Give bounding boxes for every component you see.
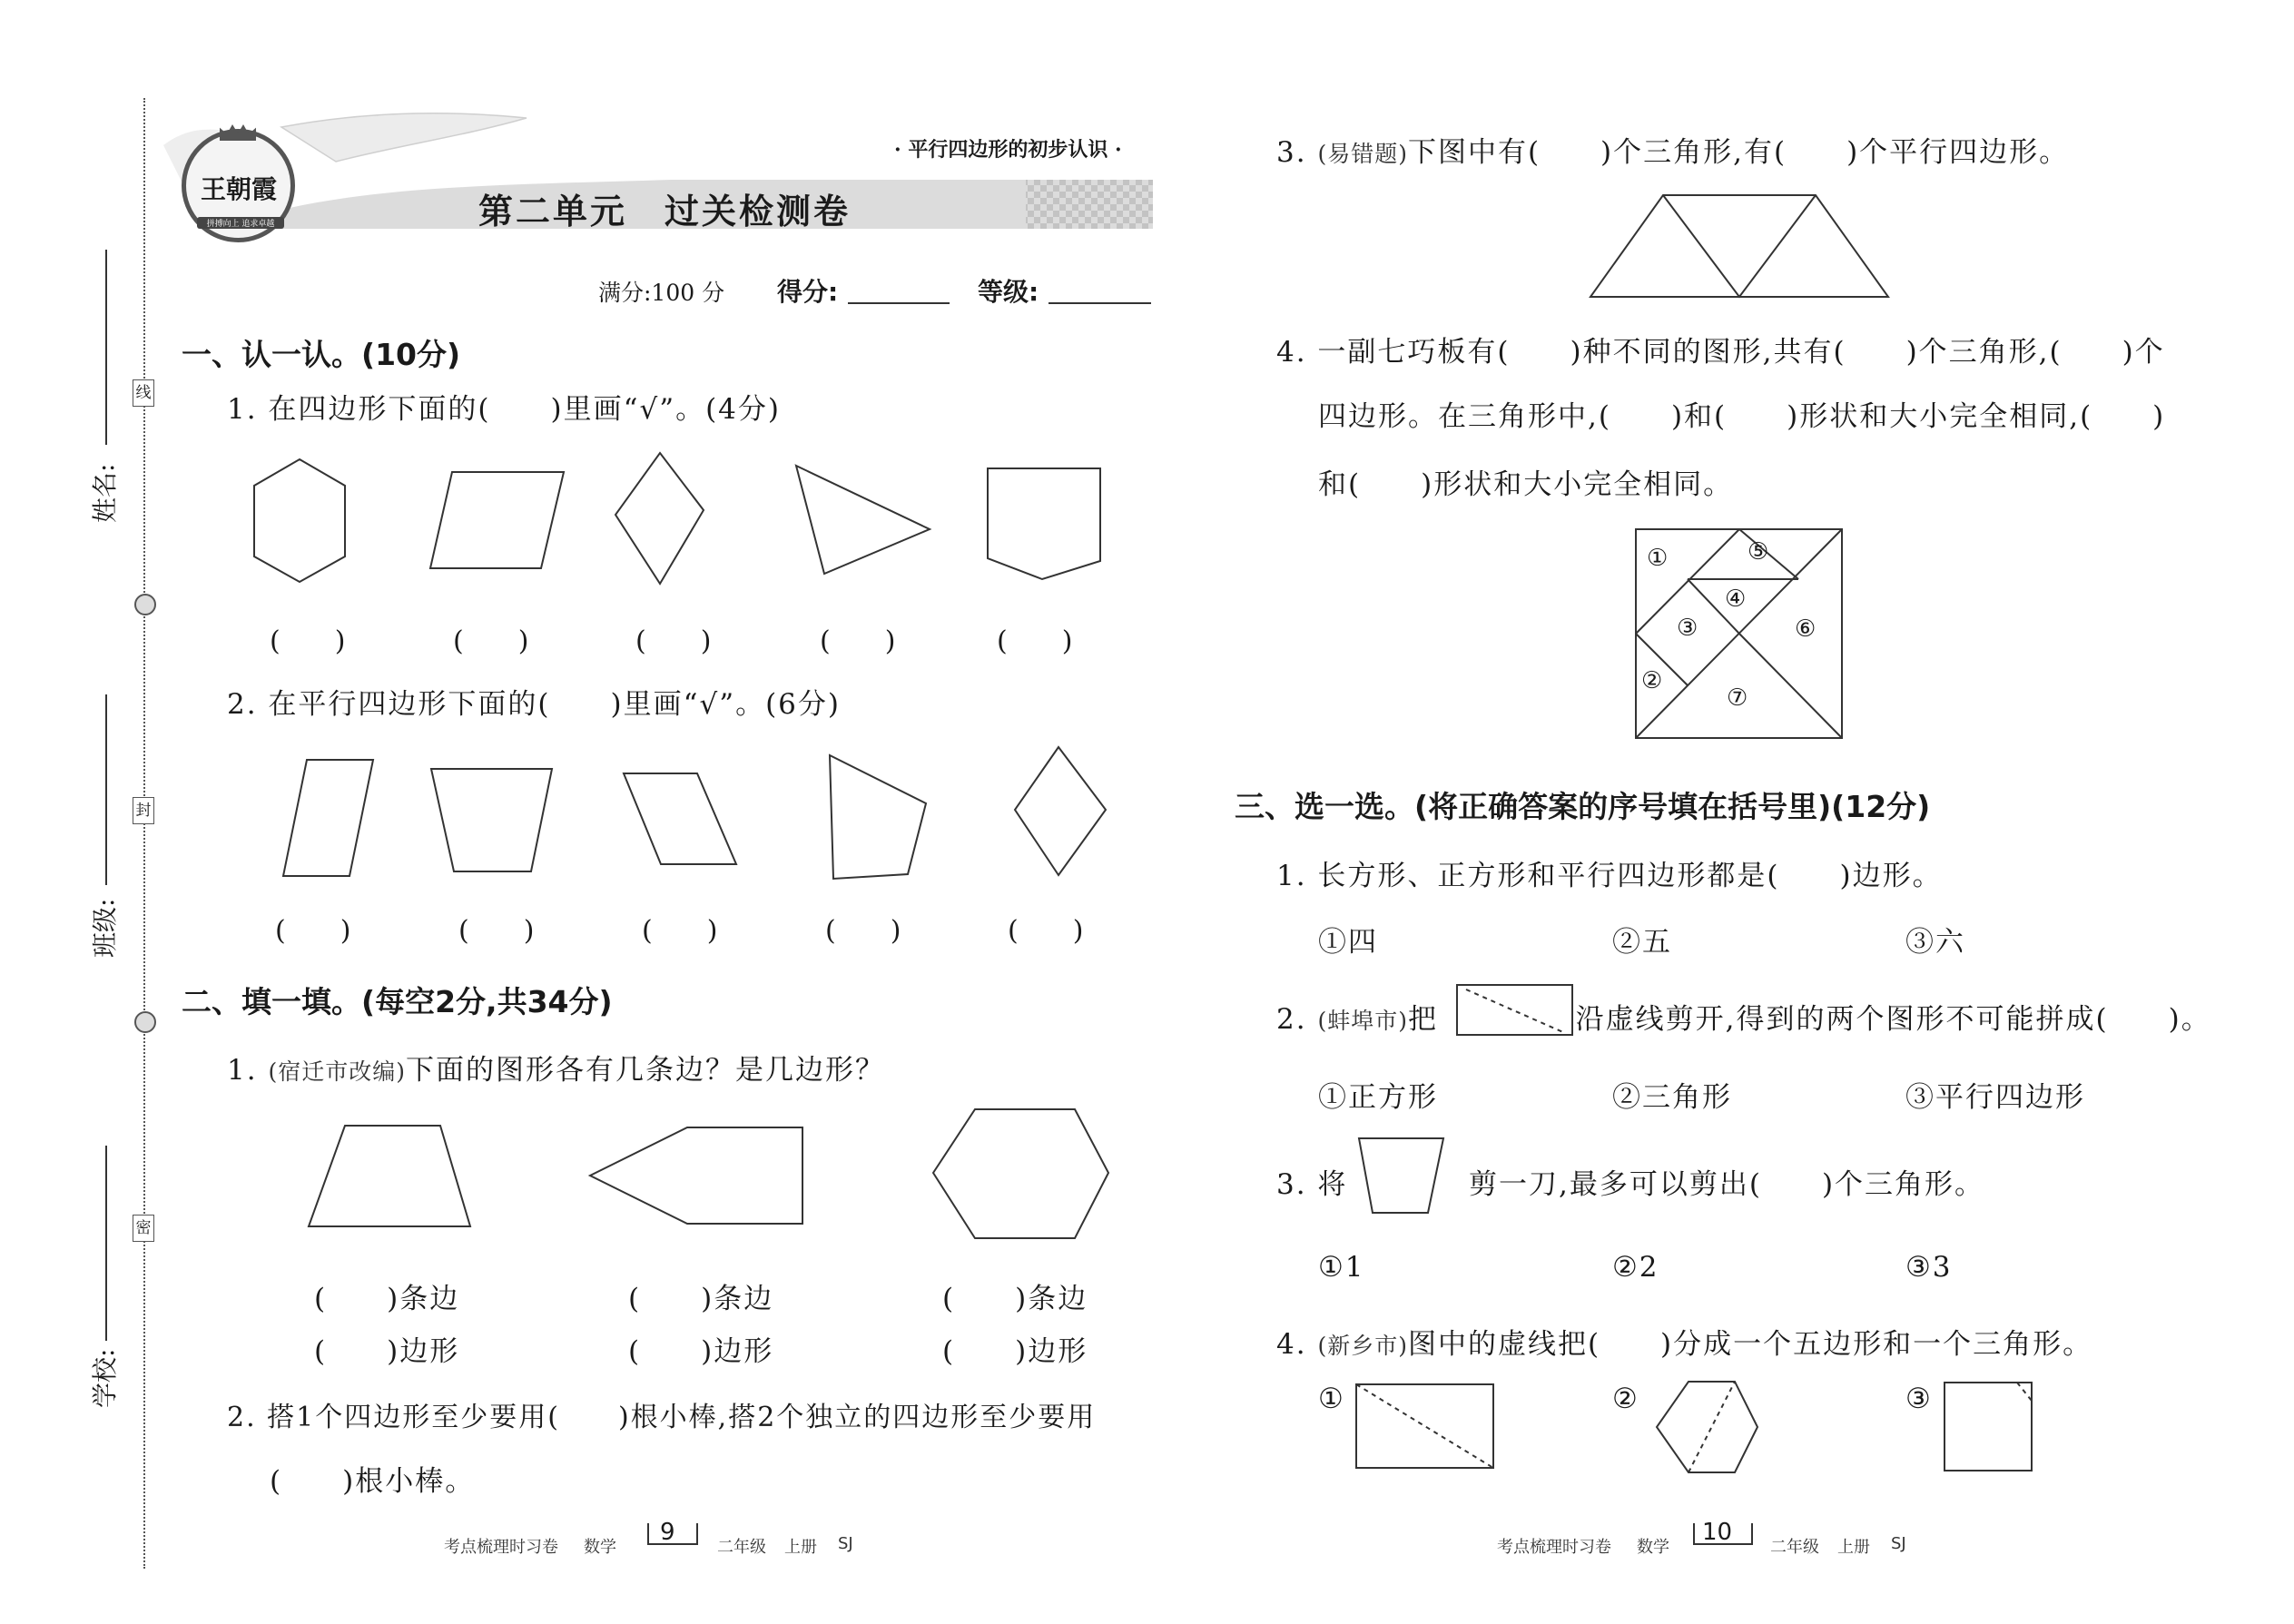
answer-paren[interactable]: ( ) xyxy=(825,915,901,947)
page-title: 第二单元 过关检测卷 xyxy=(478,192,852,231)
footer-grade: 二年级 xyxy=(1770,1538,1819,1557)
option[interactable]: ② xyxy=(1612,1383,1639,1415)
footer-edition: SJ xyxy=(1891,1534,1906,1553)
footer-volume: 上册 xyxy=(784,1538,817,1557)
hexagon-option-2 xyxy=(1657,1382,1757,1472)
question-4-line3: 和( )形状和大小完全相同。 xyxy=(1318,468,1734,501)
school-label: 学校: xyxy=(90,1348,120,1408)
tangram-label: ① xyxy=(1647,545,1669,572)
question-text: 下图中有( )个三角形,有( )个平行四边形。 xyxy=(1407,136,2070,169)
question-1-2: 2. 在平行四边形下面的( )里画“√”。(6分) xyxy=(227,688,841,721)
choice-question-1: 1. 长方形、正方形和平行四边形都是( )边形。 xyxy=(1276,860,1943,892)
question-4-line2: 四边形。在三角形中,( )和( )形状和大小完全相同,( ) xyxy=(1318,400,2166,433)
seal-char-xian: 线 xyxy=(133,379,154,407)
tangram-label: ⑦ xyxy=(1727,684,1748,712)
seal-char-mi: 密 xyxy=(133,1215,154,1242)
section-1-title: 一、认一认。(10分) xyxy=(182,337,461,372)
tangram-label: ⑤ xyxy=(1748,538,1769,566)
option[interactable]: ①四 xyxy=(1318,926,1378,959)
option[interactable]: ②五 xyxy=(1612,926,1672,959)
tangram-label: ⑥ xyxy=(1795,615,1816,643)
section-2-title: 二、填一填。(每空2分,共34分) xyxy=(182,984,613,1019)
question-text-pre: 把 xyxy=(1407,1003,1438,1036)
option[interactable]: ① xyxy=(1318,1383,1345,1415)
answer-paren[interactable]: ( ) xyxy=(997,625,1073,657)
footer-series: 考点梳理时习卷 xyxy=(1497,1538,1611,1557)
answer-paren[interactable]: ( ) xyxy=(820,625,896,657)
tangram-label: ③ xyxy=(1677,615,1698,642)
square-option-3 xyxy=(1944,1383,2032,1471)
question-2-2-line1: 2. 搭1个四边形至少要用( )根小棒,搭2个独立的四边形至少要用 xyxy=(227,1402,1097,1433)
question-number: 1. xyxy=(227,1054,258,1087)
footer-volume: 上册 xyxy=(1837,1538,1870,1557)
source-tag: (蚌埠市) xyxy=(1317,1008,1408,1034)
option[interactable]: ①1 xyxy=(1318,1251,1365,1284)
question-1-1: 1. 在四边形下面的( )里画“√”。(4分) xyxy=(227,393,781,426)
tangram-label: ② xyxy=(1641,667,1663,694)
option[interactable]: ②三角形 xyxy=(1612,1081,1732,1114)
source-tag: (新乡市) xyxy=(1317,1333,1408,1359)
footer-subject: 数学 xyxy=(584,1538,616,1557)
answer-paren[interactable]: ( ) xyxy=(270,625,346,657)
logo-brand-text: 王朝霞 xyxy=(200,174,277,204)
polygon-answer[interactable]: ( )边形 xyxy=(942,1335,1088,1368)
page-number: 9 xyxy=(660,1519,675,1546)
choice-question-3-pre: 3. 将 xyxy=(1276,1168,1348,1201)
polygon-answer[interactable]: ( )边形 xyxy=(628,1335,774,1368)
footer-subject: 数学 xyxy=(1637,1538,1669,1557)
choice-question-3-post: 剪一刀,最多可以剪出( )个三角形。 xyxy=(1469,1168,1985,1201)
question-text-post: 沿虚线剪开,得到的两个图形不可能拼成( )。 xyxy=(1575,1003,2211,1036)
answer-paren[interactable]: ( ) xyxy=(642,915,718,947)
grade-label: 等级: xyxy=(978,277,1039,307)
question-number: 4. xyxy=(1276,1328,1307,1361)
question-text: 图中的虚线把( )分成一个五边形和一个三角形。 xyxy=(1407,1328,2093,1361)
polygon-answer[interactable]: ( )边形 xyxy=(314,1335,460,1368)
source-tag: (宿迁市改编) xyxy=(268,1058,406,1085)
footer-edition: SJ xyxy=(838,1534,853,1553)
page-number: 10 xyxy=(1702,1519,1733,1546)
question-4-line1: 4. 一副七巧板有( )种不同的图形,共有( )个三角形,( )个 xyxy=(1276,336,2165,369)
name-label: 姓名: xyxy=(90,463,120,523)
edges-answer[interactable]: ( )条边 xyxy=(314,1283,460,1315)
option[interactable]: ②2 xyxy=(1612,1251,1659,1284)
option[interactable]: ③ xyxy=(1905,1383,1933,1415)
source-tag: (易错题) xyxy=(1317,141,1408,167)
option[interactable]: ③3 xyxy=(1905,1251,1953,1284)
answer-paren[interactable]: ( ) xyxy=(275,915,351,947)
answer-paren[interactable]: ( ) xyxy=(1008,915,1084,947)
option[interactable]: ①正方形 xyxy=(1318,1081,1438,1114)
seal-char-feng: 封 xyxy=(133,797,154,824)
logo-tagline: 拼搏向上 追求卓越 xyxy=(197,217,284,229)
answer-paren[interactable]: ( ) xyxy=(458,915,535,947)
tangram-label: ④ xyxy=(1725,586,1747,613)
section-3-title: 三、选一选。(将正确答案的序号填在括号里)(12分) xyxy=(1235,789,1931,824)
full-score: 满分:100 分 xyxy=(598,280,725,306)
topic-label: · 平行四边形的初步认识 · xyxy=(894,138,1122,162)
option[interactable]: ③六 xyxy=(1905,926,1965,959)
answer-paren[interactable]: ( ) xyxy=(635,625,712,657)
question-number: 2. xyxy=(1276,1003,1307,1036)
footer-series: 考点梳理时习卷 xyxy=(444,1538,558,1557)
option[interactable]: ③平行四边形 xyxy=(1905,1081,2085,1114)
answer-paren[interactable]: ( ) xyxy=(453,625,529,657)
score-label: 得分: xyxy=(777,277,839,307)
class-label: 班级: xyxy=(90,898,120,958)
question-text: 下面的图形各有几条边？是几边形？ xyxy=(405,1054,885,1087)
question-number: 3. xyxy=(1276,136,1307,169)
edges-answer[interactable]: ( )条边 xyxy=(942,1283,1088,1315)
question-2-2-line2: ( )根小棒。 xyxy=(270,1465,476,1498)
edges-answer[interactable]: ( )条边 xyxy=(628,1283,774,1315)
footer-grade: 二年级 xyxy=(717,1538,766,1557)
